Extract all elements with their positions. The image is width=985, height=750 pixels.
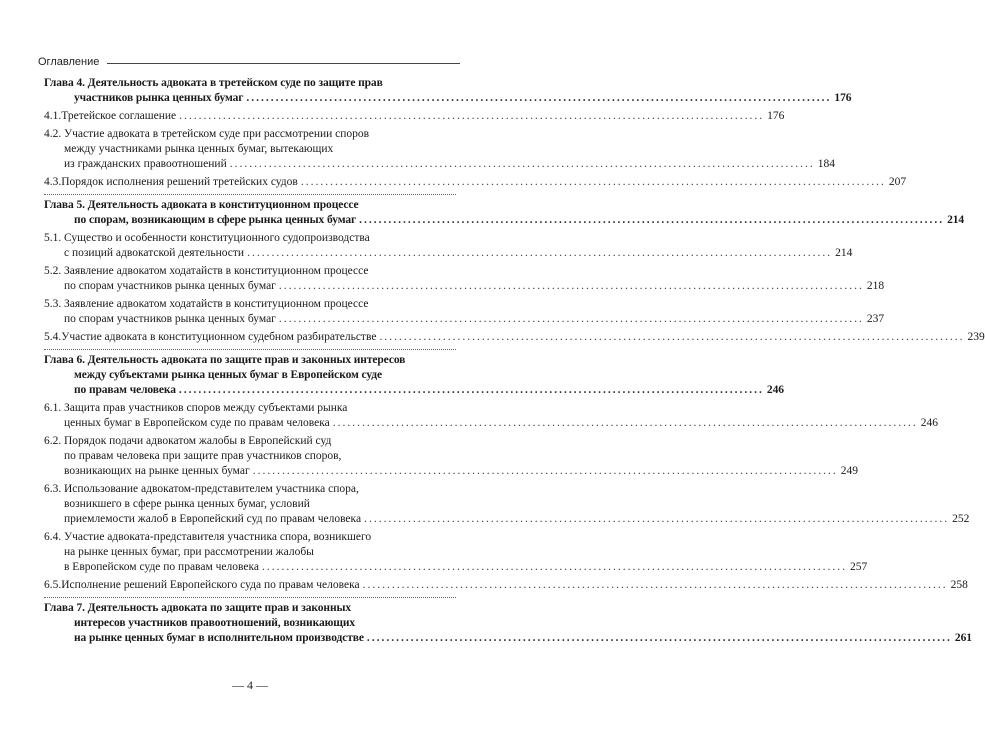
- chapter-page: 176: [834, 92, 852, 104]
- section-entry: [44, 330, 985, 345]
- section-number: 6.2.: [44, 435, 62, 447]
- section-title-line: [44, 109, 785, 124]
- section-number: 6.1.: [44, 402, 62, 414]
- section-title-line: [44, 416, 939, 431]
- chapter-title-line: [44, 213, 965, 228]
- section-title-text: возникающих на рынке ценных бумаг: [64, 465, 250, 477]
- leader-dots: ........................................................................................................................: [359, 214, 945, 226]
- chapter-title-line: между субъектами рынка ценных бумаг в Европейском суде: [74, 369, 383, 381]
- section-page: 246: [920, 417, 939, 429]
- section-title-line: [44, 512, 970, 527]
- section-title-line: [44, 449, 456, 464]
- section-page: 237: [866, 313, 885, 325]
- page-number: — 4 —: [232, 678, 268, 692]
- section-title-line: [44, 497, 456, 512]
- section-title-text: возникшего в сфере рынка ценных бумаг, условий: [64, 498, 310, 510]
- chapter-title-line: Глава 5. Деятельность адвоката в конституционном процессе: [44, 199, 359, 211]
- leader-dots: ........................................................................................................................: [332, 417, 918, 429]
- section-entry: [44, 482, 970, 527]
- section-title-line: [44, 279, 885, 294]
- section-title-line: [44, 264, 456, 279]
- leader-dots: ........................................................................................................................: [366, 632, 952, 644]
- section-title-line: [44, 434, 456, 449]
- leader-dots: ........................................................................................................................: [178, 384, 764, 396]
- chapter-title-line: [44, 91, 852, 106]
- section-number: 5.2.: [44, 265, 62, 277]
- section-entry: [44, 578, 968, 593]
- chapter-title-line: Глава 4. Деятельность адвоката в третейском суде по защите прав: [44, 77, 383, 89]
- section-number: 4.3.: [44, 176, 62, 188]
- leader-dots: ........................................................................................................................: [278, 313, 864, 325]
- leader-dots: ........................................................................................................................: [247, 247, 833, 259]
- section-title-line: [44, 482, 456, 497]
- chapter-title-text: по спорам, возникающим в сфере рынка ценных бумаг: [74, 214, 357, 226]
- section-title-line: [44, 175, 907, 190]
- leader-dots: ........................................................................................................................: [229, 158, 815, 170]
- chapter-heading: [44, 601, 972, 646]
- leader-dots: ........................................................................................................................: [261, 561, 847, 573]
- section-title-text: по правам человека при защите прав участников споров,: [64, 450, 342, 462]
- section-title-text: Существо и особенности конституционного судопроизводства: [64, 232, 370, 244]
- chapter-heading: [44, 76, 852, 106]
- leader-dots: ........................................................................................................................: [252, 465, 838, 477]
- section-title-line: [44, 157, 835, 172]
- chapter-entry: [44, 194, 985, 349]
- chapter-heading: [44, 353, 784, 398]
- section-title-line: [44, 401, 456, 416]
- section-title-line: [44, 545, 456, 560]
- section-title-text: Порядок подачи адвокатом жалобы в Европейский суд: [64, 435, 332, 447]
- section-number: 4.1.: [44, 110, 62, 122]
- section-page: 218: [866, 280, 885, 292]
- section-page: 249: [840, 465, 858, 477]
- section-number: 4.2.: [44, 128, 62, 140]
- leader-dots: ........................................................................................................................: [179, 110, 765, 122]
- section-title-line: [44, 464, 858, 479]
- section-title-text: Участие адвоката в третейском суде при рассмотрении споров: [64, 128, 370, 140]
- chapter-heading: [44, 198, 965, 228]
- section-entry: [44, 434, 858, 479]
- section-number: 5.3.: [44, 298, 62, 310]
- section-number: 5.1.: [44, 232, 62, 244]
- section-title-text: Защита прав участников споров между субъектами рынка: [64, 402, 348, 414]
- section-title-text: Участие адвоката в конституционном судебном разбирательстве: [61, 331, 377, 343]
- section-title-text: Порядок исполнения решений третейских судов: [61, 176, 298, 188]
- section-entry: [44, 264, 885, 294]
- section-title-text: Участие адвоката-представителя участника спора, возникшего: [64, 531, 372, 543]
- section-title-text: ценных бумаг в Европейском суде по правам человека: [64, 417, 330, 429]
- section-title-text: Исполнение решений Европейского суда по правам человека: [61, 579, 360, 591]
- running-header: [38, 56, 460, 68]
- section-title-line: [44, 127, 456, 142]
- section-title-text: в Европейском суде по правам человека: [64, 561, 259, 573]
- section-number: 6.5.: [44, 579, 62, 591]
- section-title-text: с позиций адвокатской деятельности: [64, 247, 245, 259]
- chapter-title-line: Глава 6. Деятельность адвоката по защите прав и законных интересов: [44, 354, 406, 366]
- section-title-line: [44, 312, 885, 327]
- section-entry: [44, 109, 785, 124]
- section-title-line: [44, 578, 968, 593]
- section-page: 207: [888, 176, 907, 188]
- leader-dots: ........................................................................................................................: [362, 579, 948, 591]
- section-entry: [44, 297, 885, 327]
- section-page: 239: [967, 331, 985, 343]
- section-page: 214: [835, 247, 853, 259]
- chapter-title-line: Глава 7. Деятельность адвоката по защите прав и законных: [44, 602, 351, 614]
- section-page: 257: [849, 561, 868, 573]
- section-title-text: Заявление адвокатом ходатайств в конституционном процессе: [64, 265, 369, 277]
- section-title-text: по спорам участников рынка ценных бумаг: [64, 280, 276, 292]
- section-page: 258: [950, 579, 968, 591]
- section-entry: [44, 231, 853, 261]
- chapter-entry: [44, 76, 907, 194]
- chapter-title-line: [44, 631, 972, 646]
- table-of-contents: [44, 76, 985, 650]
- section-title-line: [44, 330, 985, 345]
- section-entry: [44, 127, 835, 172]
- section-page: 252: [952, 513, 970, 525]
- section-number: 6.4.: [44, 531, 62, 543]
- section-number: 6.3.: [44, 483, 62, 495]
- section-page: 176: [767, 110, 785, 122]
- section-entry: [44, 175, 907, 190]
- section-entry: [44, 401, 939, 431]
- chapter-page: 246: [766, 384, 784, 396]
- section-title-line: [44, 142, 456, 157]
- leader-dots: ........................................................................................................................: [364, 513, 950, 525]
- section-title-text: Третейское соглашение: [61, 110, 177, 122]
- section-title-text: между участниками рынка ценных бумаг, вытекающих: [64, 143, 334, 155]
- section-title-text: приемлемости жалоб в Европейский суд по правам человека: [64, 513, 362, 525]
- leader-dots: ........................................................................................................................: [246, 92, 832, 104]
- section-title-text: по спорам участников рынка ценных бумаг: [64, 313, 276, 325]
- header-rule: [107, 63, 460, 64]
- section-title-line: [44, 560, 868, 575]
- chapter-title-line: [44, 383, 784, 398]
- chapter-page: 214: [947, 214, 965, 226]
- leader-dots: ........................................................................................................................: [300, 176, 886, 188]
- section-number: 5.4.: [44, 331, 62, 343]
- section-title-text: на рынке ценных бумаг, при рассмотрении жалобы: [64, 546, 314, 558]
- chapter-entry: [44, 597, 972, 650]
- section-title-text: Заявление адвокатом ходатайств в конституционном процессе: [64, 298, 369, 310]
- chapter-title-line: интересов участников правоотношений, возникающих: [74, 617, 356, 629]
- section-page: 184: [817, 158, 835, 170]
- section-title-text: Использование адвокатом-представителем участника спора,: [64, 483, 359, 495]
- chapter-title-text: участников рынка ценных бумаг: [74, 92, 244, 104]
- section-title-text: из гражданских правоотношений: [64, 158, 227, 170]
- section-title-line: [44, 297, 456, 312]
- chapter-title-text: по правам человека: [74, 384, 176, 396]
- chapter-entry: [44, 349, 970, 597]
- section-title-line: [44, 246, 853, 261]
- section-title-line: [44, 530, 456, 545]
- chapter-page: 261: [954, 632, 972, 644]
- leader-dots: ........................................................................................................................: [278, 280, 864, 292]
- section-title-line: [44, 231, 456, 246]
- section-entry: [44, 530, 868, 575]
- header-title: Оглавление: [38, 56, 100, 68]
- chapter-title-text: на рынке ценных бумаг в исполнительном производстве: [74, 632, 364, 644]
- leader-dots: ........................................................................................................................: [379, 331, 965, 343]
